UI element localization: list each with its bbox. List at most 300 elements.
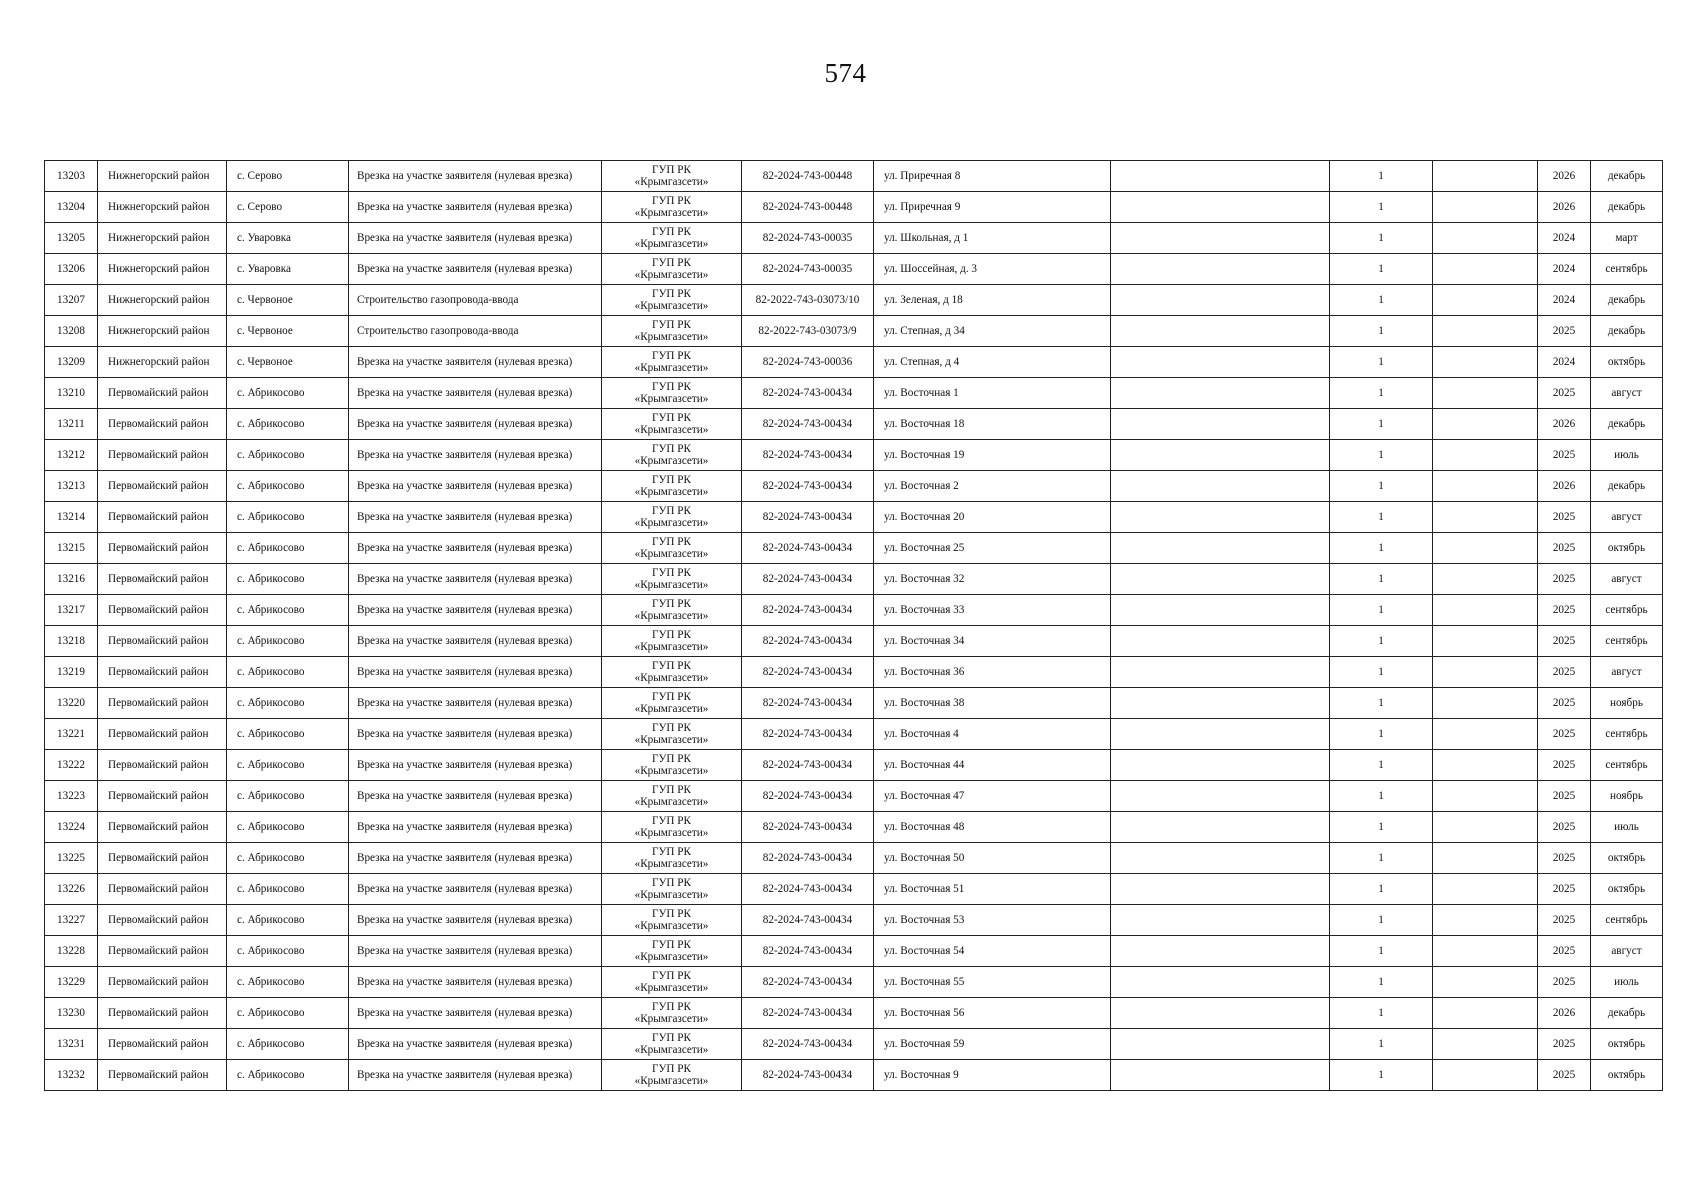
locality-cell: с. Абрикосово (227, 750, 349, 781)
address-cell: ул. Школьная, д 1 (874, 223, 1111, 254)
table-row (45, 564, 1663, 595)
row-number: 13229 (45, 967, 98, 998)
empty-cell (1433, 998, 1538, 1029)
empty-cell (1433, 471, 1538, 502)
organization-cell (602, 657, 742, 688)
quantity-cell: 1 (1330, 316, 1433, 347)
organization-line-1: ГУП РК (652, 411, 691, 424)
work-type-cell: Врезка на участке заявителя (нулевая врезка) (349, 998, 602, 1029)
address-cell: ул. Восточная 20 (874, 502, 1111, 533)
organization-line-2: «Крымгазсети» (634, 858, 709, 870)
empty-cell (1111, 223, 1330, 254)
locality-cell: с. Абрикосово (227, 1029, 349, 1060)
district-cell: Нижнегорский район (98, 316, 227, 347)
application-number-cell: 82-2024-743-00434 (742, 843, 874, 874)
organization-cell (602, 595, 742, 626)
row-number: 13226 (45, 874, 98, 905)
organization-cell (602, 440, 742, 471)
organization-cell (602, 688, 742, 719)
locality-cell: с. Абрикосово (227, 1060, 349, 1091)
row-number: 13207 (45, 285, 98, 316)
empty-cell (1111, 254, 1330, 285)
year-cell: 2025 (1538, 440, 1591, 471)
organization-cell (602, 223, 742, 254)
organization-line-1: ГУП РК (652, 535, 691, 548)
empty-cell (1433, 440, 1538, 471)
district-cell: Первомайский район (98, 998, 227, 1029)
organization-cell (602, 471, 742, 502)
month-cell: октябрь (1591, 843, 1663, 874)
year-cell: 2026 (1538, 161, 1591, 192)
year-cell: 2025 (1538, 843, 1591, 874)
month-cell: декабрь (1591, 998, 1663, 1029)
empty-cell (1433, 347, 1538, 378)
empty-cell (1111, 1060, 1330, 1091)
organization-line-1: ГУП РК (652, 287, 691, 300)
organization-line-2: «Крымгазсети» (634, 393, 709, 405)
organization-line-1: ГУП РК (652, 1000, 691, 1013)
address-cell: ул. Восточная 50 (874, 843, 1111, 874)
quantity-cell: 1 (1330, 874, 1433, 905)
table-row (45, 781, 1663, 812)
quantity-cell: 1 (1330, 409, 1433, 440)
district-cell: Первомайский район (98, 440, 227, 471)
district-cell: Первомайский район (98, 502, 227, 533)
table-row (45, 595, 1663, 626)
work-type-cell: Врезка на участке заявителя (нулевая врезка) (349, 595, 602, 626)
month-cell: декабрь (1591, 316, 1663, 347)
empty-cell (1433, 409, 1538, 440)
month-cell: август (1591, 378, 1663, 409)
year-cell: 2025 (1538, 781, 1591, 812)
quantity-cell: 1 (1330, 595, 1433, 626)
address-cell: ул. Степная, д 4 (874, 347, 1111, 378)
locality-cell: с. Абрикосово (227, 998, 349, 1029)
quantity-cell: 1 (1330, 657, 1433, 688)
month-cell: июль (1591, 812, 1663, 843)
application-number-cell: 82-2022-743-03073/10 (742, 285, 874, 316)
empty-cell (1433, 285, 1538, 316)
year-cell: 2026 (1538, 471, 1591, 502)
empty-cell (1433, 502, 1538, 533)
organization-line-2: «Крымгазсети» (634, 765, 709, 777)
empty-cell (1111, 719, 1330, 750)
empty-cell (1111, 688, 1330, 719)
empty-cell (1433, 223, 1538, 254)
table-row (45, 440, 1663, 471)
organization-cell (602, 285, 742, 316)
application-number-cell: 82-2024-743-00434 (742, 812, 874, 843)
organization-line-2: «Крымгазсети» (634, 703, 709, 715)
quantity-cell: 1 (1330, 905, 1433, 936)
application-number-cell: 82-2024-743-00434 (742, 874, 874, 905)
application-number-cell: 82-2024-743-00035 (742, 254, 874, 285)
month-cell: ноябрь (1591, 688, 1663, 719)
empty-cell (1433, 967, 1538, 998)
locality-cell: с. Серово (227, 161, 349, 192)
month-cell: август (1591, 657, 1663, 688)
organization-cell (602, 192, 742, 223)
empty-cell (1433, 812, 1538, 843)
empty-cell (1111, 502, 1330, 533)
application-number-cell: 82-2024-743-00434 (742, 967, 874, 998)
year-cell: 2025 (1538, 936, 1591, 967)
empty-cell (1111, 440, 1330, 471)
quantity-cell: 1 (1330, 254, 1433, 285)
address-cell: ул. Восточная 2 (874, 471, 1111, 502)
district-cell: Первомайский район (98, 719, 227, 750)
empty-cell (1111, 998, 1330, 1029)
year-cell: 2025 (1538, 1029, 1591, 1060)
address-cell: ул. Приречная 9 (874, 192, 1111, 223)
year-cell: 2025 (1538, 657, 1591, 688)
empty-cell (1433, 1029, 1538, 1060)
page-number: 574 (824, 58, 867, 88)
table-row (45, 688, 1663, 719)
quantity-cell: 1 (1330, 719, 1433, 750)
locality-cell: с. Абрикосово (227, 378, 349, 409)
work-type-cell: Врезка на участке заявителя (нулевая врезка) (349, 161, 602, 192)
work-type-cell: Врезка на участке заявителя (нулевая врезка) (349, 1029, 602, 1060)
year-cell: 2025 (1538, 688, 1591, 719)
year-cell: 2025 (1538, 812, 1591, 843)
application-number-cell: 82-2024-743-00434 (742, 998, 874, 1029)
table-row (45, 409, 1663, 440)
work-type-cell: Строительство газопровода-ввода (349, 316, 602, 347)
organization-cell (602, 347, 742, 378)
work-type-cell: Строительство газопровода-ввода (349, 285, 602, 316)
address-cell: ул. Восточная 9 (874, 1060, 1111, 1091)
quantity-cell: 1 (1330, 936, 1433, 967)
address-cell: ул. Восточная 34 (874, 626, 1111, 657)
locality-cell: с. Абрикосово (227, 812, 349, 843)
row-number: 13231 (45, 1029, 98, 1060)
organization-cell (602, 874, 742, 905)
district-cell: Нижнегорский район (98, 347, 227, 378)
year-cell: 2024 (1538, 254, 1591, 285)
table-row (45, 192, 1663, 223)
organization-line-2: «Крымгазсети» (634, 641, 709, 653)
empty-cell (1111, 657, 1330, 688)
work-type-cell: Врезка на участке заявителя (нулевая врезка) (349, 750, 602, 781)
year-cell: 2026 (1538, 409, 1591, 440)
table-row (45, 936, 1663, 967)
locality-cell: с. Абрикосово (227, 626, 349, 657)
month-cell: сентябрь (1591, 626, 1663, 657)
organization-cell (602, 533, 742, 564)
month-cell: октябрь (1591, 533, 1663, 564)
district-cell: Первомайский район (98, 781, 227, 812)
work-type-cell: Врезка на участке заявителя (нулевая врезка) (349, 440, 602, 471)
year-cell: 2026 (1538, 998, 1591, 1029)
work-type-cell: Врезка на участке заявителя (нулевая врезка) (349, 874, 602, 905)
application-number-cell: 82-2024-743-00434 (742, 1029, 874, 1060)
row-number: 13204 (45, 192, 98, 223)
organization-line-1: ГУП РК (652, 814, 691, 827)
work-type-cell: Врезка на участке заявителя (нулевая врезка) (349, 936, 602, 967)
organization-line-1: ГУП РК (652, 1031, 691, 1044)
table-row (45, 223, 1663, 254)
work-type-cell: Врезка на участке заявителя (нулевая врезка) (349, 533, 602, 564)
empty-cell (1433, 750, 1538, 781)
empty-cell (1111, 192, 1330, 223)
organization-line-1: ГУП РК (652, 628, 691, 641)
table-row (45, 812, 1663, 843)
month-cell: сентябрь (1591, 719, 1663, 750)
district-cell: Первомайский район (98, 657, 227, 688)
organization-line-1: ГУП РК (652, 163, 691, 176)
month-cell: декабрь (1591, 471, 1663, 502)
work-type-cell: Врезка на участке заявителя (нулевая врезка) (349, 905, 602, 936)
table-row (45, 1060, 1663, 1091)
row-number: 13221 (45, 719, 98, 750)
empty-cell (1433, 378, 1538, 409)
quantity-cell: 1 (1330, 378, 1433, 409)
row-number: 13217 (45, 595, 98, 626)
work-type-cell: Врезка на участке заявителя (нулевая врезка) (349, 502, 602, 533)
empty-cell (1111, 595, 1330, 626)
district-cell: Первомайский район (98, 564, 227, 595)
empty-cell (1433, 905, 1538, 936)
application-number-cell: 82-2024-743-00434 (742, 626, 874, 657)
empty-cell (1433, 781, 1538, 812)
table-row (45, 626, 1663, 657)
table-row (45, 378, 1663, 409)
month-cell: октябрь (1591, 1029, 1663, 1060)
organization-cell (602, 967, 742, 998)
empty-cell (1111, 936, 1330, 967)
organization-line-1: ГУП РК (652, 876, 691, 889)
application-number-cell: 82-2024-743-00434 (742, 1060, 874, 1091)
locality-cell: с. Абрикосово (227, 967, 349, 998)
organization-line-1: ГУП РК (652, 380, 691, 393)
month-cell: июль (1591, 440, 1663, 471)
year-cell: 2025 (1538, 905, 1591, 936)
year-cell: 2025 (1538, 1060, 1591, 1091)
application-number-cell: 82-2024-743-00434 (742, 533, 874, 564)
month-cell: сентябрь (1591, 254, 1663, 285)
empty-cell (1111, 874, 1330, 905)
organization-line-1: ГУП РК (652, 783, 691, 796)
district-cell: Первомайский район (98, 874, 227, 905)
empty-cell (1433, 533, 1538, 564)
work-type-cell: Врезка на участке заявителя (нулевая врезка) (349, 347, 602, 378)
application-number-cell: 82-2024-743-00434 (742, 502, 874, 533)
year-cell: 2025 (1538, 750, 1591, 781)
organization-cell (602, 843, 742, 874)
row-number: 13213 (45, 471, 98, 502)
year-cell: 2025 (1538, 719, 1591, 750)
row-number: 13218 (45, 626, 98, 657)
application-number-cell: 82-2024-743-00434 (742, 781, 874, 812)
locality-cell: с. Абрикосово (227, 440, 349, 471)
organization-line-1: ГУП РК (652, 752, 691, 765)
quantity-cell: 1 (1330, 1060, 1433, 1091)
month-cell: август (1591, 564, 1663, 595)
district-cell: Первомайский район (98, 936, 227, 967)
table-row (45, 533, 1663, 564)
organization-cell (602, 1060, 742, 1091)
work-type-cell: Врезка на участке заявителя (нулевая врезка) (349, 1060, 602, 1091)
locality-cell: с. Абрикосово (227, 409, 349, 440)
district-cell: Первомайский район (98, 471, 227, 502)
quantity-cell: 1 (1330, 967, 1433, 998)
organization-cell (602, 905, 742, 936)
work-type-cell: Врезка на участке заявителя (нулевая врезка) (349, 223, 602, 254)
locality-cell: с. Червоное (227, 285, 349, 316)
table-row (45, 843, 1663, 874)
work-type-cell: Врезка на участке заявителя (нулевая врезка) (349, 378, 602, 409)
organization-line-2: «Крымгазсети» (634, 207, 709, 219)
row-number: 13208 (45, 316, 98, 347)
empty-cell (1111, 564, 1330, 595)
locality-cell: с. Абрикосово (227, 502, 349, 533)
organization-line-1: ГУП РК (652, 721, 691, 734)
empty-cell (1111, 533, 1330, 564)
organization-line-2: «Крымгазсети» (634, 300, 709, 312)
month-cell: декабрь (1591, 192, 1663, 223)
month-cell: август (1591, 502, 1663, 533)
table-row (45, 502, 1663, 533)
district-cell: Первомайский район (98, 750, 227, 781)
empty-cell (1433, 595, 1538, 626)
month-cell: декабрь (1591, 161, 1663, 192)
organization-line-2: «Крымгазсети» (634, 734, 709, 746)
district-cell: Первомайский район (98, 626, 227, 657)
year-cell: 2025 (1538, 378, 1591, 409)
empty-cell (1111, 471, 1330, 502)
address-cell: ул. Восточная 32 (874, 564, 1111, 595)
address-cell: ул. Зеленая, д 18 (874, 285, 1111, 316)
address-cell: ул. Восточная 51 (874, 874, 1111, 905)
work-type-cell: Врезка на участке заявителя (нулевая врезка) (349, 626, 602, 657)
organization-line-2: «Крымгазсети» (634, 1013, 709, 1025)
row-number: 13211 (45, 409, 98, 440)
empty-cell (1111, 781, 1330, 812)
organization-line-2: «Крымгазсети» (634, 517, 709, 529)
organization-line-1: ГУП РК (652, 659, 691, 672)
organization-line-1: ГУП РК (652, 907, 691, 920)
month-cell: сентябрь (1591, 595, 1663, 626)
organization-cell (602, 564, 742, 595)
organization-line-1: ГУП РК (652, 225, 691, 238)
year-cell: 2025 (1538, 533, 1591, 564)
locality-cell: с. Абрикосово (227, 595, 349, 626)
organization-cell (602, 626, 742, 657)
month-cell: сентябрь (1591, 750, 1663, 781)
organization-cell (602, 409, 742, 440)
month-cell: март (1591, 223, 1663, 254)
application-number-cell: 82-2022-743-03073/9 (742, 316, 874, 347)
work-type-cell: Врезка на участке заявителя (нулевая врезка) (349, 688, 602, 719)
row-number: 13203 (45, 161, 98, 192)
month-cell: октябрь (1591, 347, 1663, 378)
row-number: 13206 (45, 254, 98, 285)
row-number: 13219 (45, 657, 98, 688)
address-cell: ул. Восточная 55 (874, 967, 1111, 998)
application-number-cell: 82-2024-743-00035 (742, 223, 874, 254)
empty-cell (1111, 905, 1330, 936)
quantity-cell: 1 (1330, 1029, 1433, 1060)
quantity-cell: 1 (1330, 812, 1433, 843)
organization-cell (602, 781, 742, 812)
organization-cell (602, 812, 742, 843)
organization-cell (602, 936, 742, 967)
locality-cell: с. Абрикосово (227, 936, 349, 967)
organization-line-2: «Крымгазсети» (634, 579, 709, 591)
locality-cell: с. Абрикосово (227, 564, 349, 595)
address-cell: ул. Восточная 18 (874, 409, 1111, 440)
organization-line-1: ГУП РК (652, 194, 691, 207)
organization-line-2: «Крымгазсети» (634, 889, 709, 901)
organization-line-2: «Крымгазсети» (634, 827, 709, 839)
row-number: 13224 (45, 812, 98, 843)
quantity-cell: 1 (1330, 750, 1433, 781)
organization-line-2: «Крымгазсети» (634, 486, 709, 498)
organization-line-1: ГУП РК (652, 566, 691, 579)
table-row (45, 316, 1663, 347)
quantity-cell: 1 (1330, 192, 1433, 223)
empty-cell (1433, 1060, 1538, 1091)
table-row (45, 998, 1663, 1029)
address-cell: ул. Восточная 4 (874, 719, 1111, 750)
locality-cell: с. Абрикосово (227, 688, 349, 719)
month-cell: октябрь (1591, 874, 1663, 905)
empty-cell (1111, 843, 1330, 874)
empty-cell (1433, 719, 1538, 750)
work-type-cell: Врезка на участке заявителя (нулевая врезка) (349, 192, 602, 223)
year-cell: 2026 (1538, 192, 1591, 223)
address-cell: ул. Восточная 33 (874, 595, 1111, 626)
year-cell: 2024 (1538, 285, 1591, 316)
organization-line-1: ГУП РК (652, 969, 691, 982)
table-row (45, 905, 1663, 936)
year-cell: 2025 (1538, 502, 1591, 533)
locality-cell: с. Уваровка (227, 254, 349, 285)
work-type-cell: Врезка на участке заявителя (нулевая врезка) (349, 657, 602, 688)
locality-cell: с. Серово (227, 192, 349, 223)
locality-cell: с. Абрикосово (227, 657, 349, 688)
row-number: 13230 (45, 998, 98, 1029)
table-row (45, 285, 1663, 316)
empty-cell (1111, 626, 1330, 657)
row-number: 13209 (45, 347, 98, 378)
organization-cell (602, 316, 742, 347)
row-number: 13232 (45, 1060, 98, 1091)
address-cell: ул. Восточная 47 (874, 781, 1111, 812)
organization-line-1: ГУП РК (652, 349, 691, 362)
work-type-cell: Врезка на участке заявителя (нулевая врезка) (349, 719, 602, 750)
organization-line-2: «Крымгазсети» (634, 424, 709, 436)
month-cell: август (1591, 936, 1663, 967)
empty-cell (1111, 316, 1330, 347)
district-cell: Первомайский район (98, 905, 227, 936)
application-number-cell: 82-2024-743-00434 (742, 595, 874, 626)
year-cell: 2024 (1538, 223, 1591, 254)
row-number: 13212 (45, 440, 98, 471)
address-cell: ул. Восточная 1 (874, 378, 1111, 409)
empty-cell (1433, 161, 1538, 192)
work-type-cell: Врезка на участке заявителя (нулевая врезка) (349, 409, 602, 440)
organization-line-1: ГУП РК (652, 473, 691, 486)
organization-line-1: ГУП РК (652, 1062, 691, 1075)
empty-cell (1433, 657, 1538, 688)
year-cell: 2025 (1538, 874, 1591, 905)
application-number-cell: 82-2024-743-00434 (742, 657, 874, 688)
address-cell: ул. Восточная 56 (874, 998, 1111, 1029)
quantity-cell: 1 (1330, 161, 1433, 192)
organization-cell (602, 254, 742, 285)
